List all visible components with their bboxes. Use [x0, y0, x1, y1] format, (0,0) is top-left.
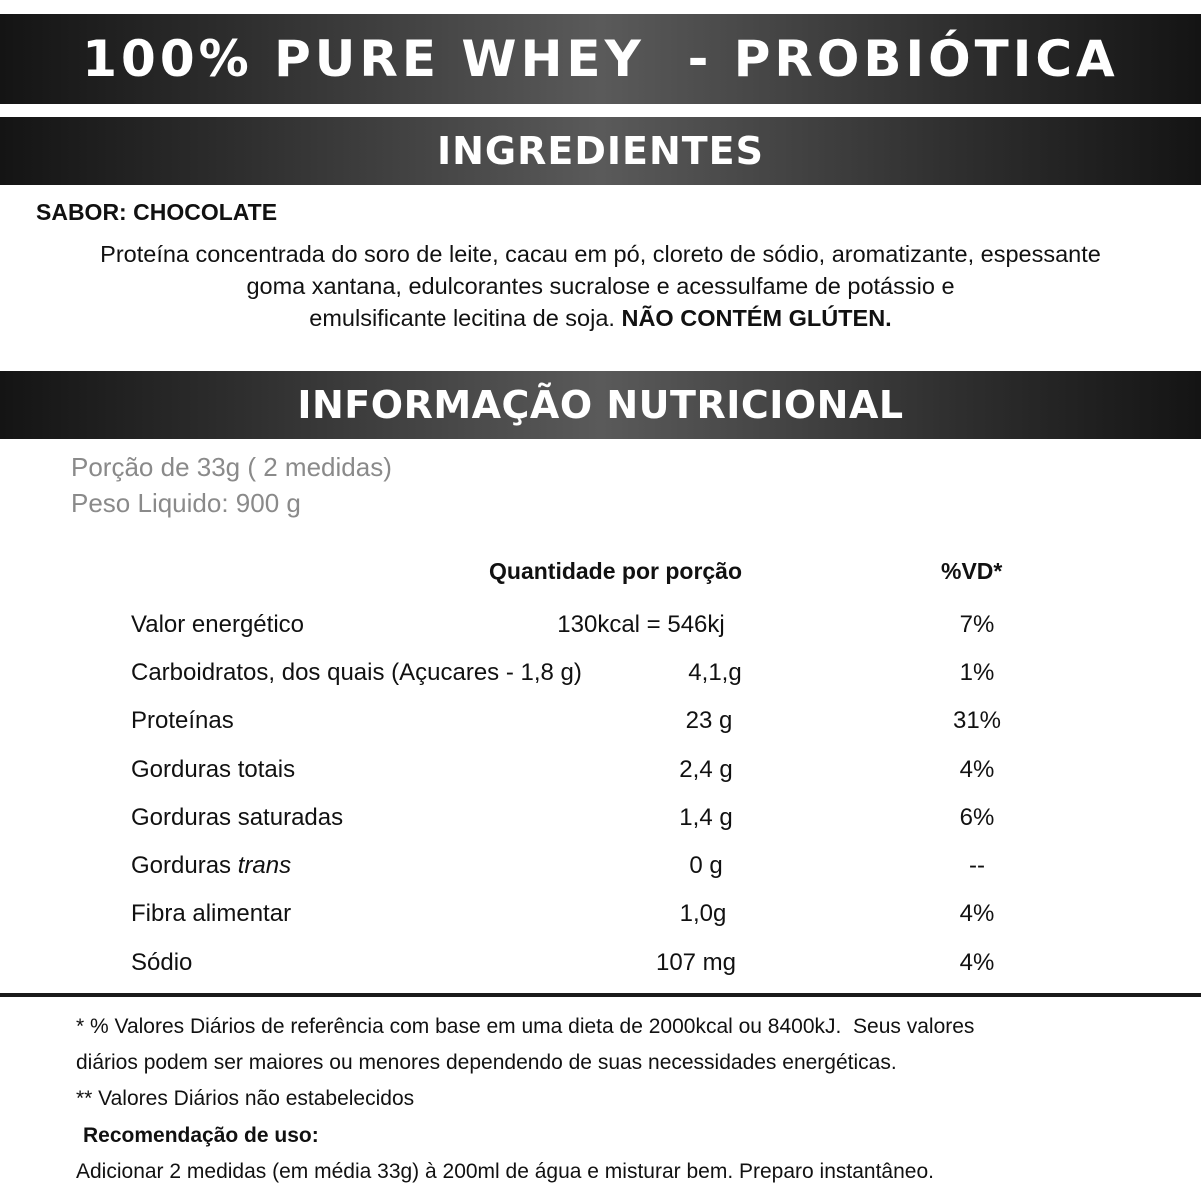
- serving-size: Porção de 33g ( 2 medidas): [71, 452, 392, 482]
- usage-title: Recomendação de uso:: [83, 1124, 319, 1147]
- nutrient-name: [131, 852, 291, 880]
- nutrient-name: Proteínas: [131, 707, 234, 734]
- ingredients-text: [0, 238, 1201, 334]
- nutrient-vd: 1%: [959, 659, 995, 686]
- nutrient-name-prefix: Gorduras: [131, 852, 238, 879]
- nutrient-name: Gorduras totais: [131, 756, 296, 783]
- ingredients-line-3-text: emulsificante lecitina de soja.: [309, 305, 615, 331]
- nutrient-quantity: 2,4 g: [679, 756, 733, 783]
- table-row: [0, 804, 1201, 844]
- table-row: [0, 611, 1201, 651]
- nutrient-quantity: 1,0g: [679, 900, 727, 927]
- product-title: 100% PURE WHEY - PROBIÓTICA: [82, 30, 1119, 88]
- table-row: [0, 756, 1201, 796]
- nutrition-heading: INFORMAÇÃO NUTRICIONAL: [297, 383, 904, 427]
- gluten-notice: NÃO CONTÉM GLÚTEN.: [621, 305, 892, 331]
- nutrient-quantity: 4,1,g: [688, 659, 742, 686]
- table-row: [0, 852, 1201, 892]
- nutrient-name: Sódio: [131, 949, 193, 976]
- nutrient-vd: --: [969, 852, 985, 879]
- nutrient-name: Valor energético: [131, 611, 304, 638]
- ingredients-banner: [0, 117, 1201, 185]
- footnote-vd-reference: * % Valores Diários de referência com base em uma dieta de 2000kcal ou 8400kJ. Seus valores: [76, 1015, 975, 1038]
- column-header-quantity: Quantidade por porção: [489, 558, 743, 584]
- nutrient-vd: 6%: [959, 804, 995, 831]
- flavor-label: SABOR: CHOCOLATE: [36, 199, 278, 225]
- nutrient-quantity: 23 g: [685, 707, 733, 734]
- footnote-not-established: ** Valores Diários não estabelecidos: [76, 1087, 415, 1110]
- nutrient-vd: 7%: [959, 611, 995, 638]
- table-row: [0, 900, 1201, 940]
- net-weight: Peso Liquido: 900 g: [71, 488, 301, 518]
- nutrition-banner: [0, 371, 1201, 439]
- nutrient-name-italic: trans: [237, 852, 292, 879]
- nutrient-name: Carboidratos, dos quais (Açucares - 1,8 g): [131, 659, 582, 686]
- nutrient-quantity: 1,4 g: [679, 804, 733, 831]
- table-row: [0, 659, 1201, 699]
- divider: [0, 993, 1201, 997]
- nutrient-quantity: 107 mg: [655, 949, 737, 976]
- nutrient-vd: 4%: [959, 756, 995, 783]
- table-row: [0, 707, 1201, 747]
- footnote-vd-reference-cont: diários podem ser maiores ou menores dependendo de suas necessidades energéticas.: [76, 1051, 897, 1074]
- ingredients-line-2: goma xantana, edulcorantes sucralose e acessulfame de potássio e: [246, 273, 955, 299]
- ingredients-line-1: Proteína concentrada do soro de leite, cacau em pó, cloreto de sódio, aromatizante, espessante: [100, 241, 1101, 267]
- nutrient-quantity: 0 g: [689, 852, 723, 879]
- nutrient-vd: 31%: [952, 707, 1002, 734]
- ingredients-heading: INGREDIENTES: [436, 129, 765, 173]
- nutrient-name: Gorduras saturadas: [131, 804, 344, 831]
- usage-text: Adicionar 2 medidas (em média 33g) à 200ml de água e misturar bem. Preparo instantâneo.: [76, 1160, 934, 1183]
- title-banner: [0, 14, 1201, 104]
- nutrient-vd: 4%: [959, 900, 995, 927]
- nutrient-name: Fibra alimentar: [131, 900, 292, 927]
- column-header-vd: %VD*: [941, 558, 1003, 584]
- table-row: [0, 949, 1201, 989]
- ingredients-line-3: [0, 302, 1201, 334]
- nutrient-vd: 4%: [959, 949, 995, 976]
- nutrient-quantity: 130kcal = 546kj: [557, 611, 725, 638]
